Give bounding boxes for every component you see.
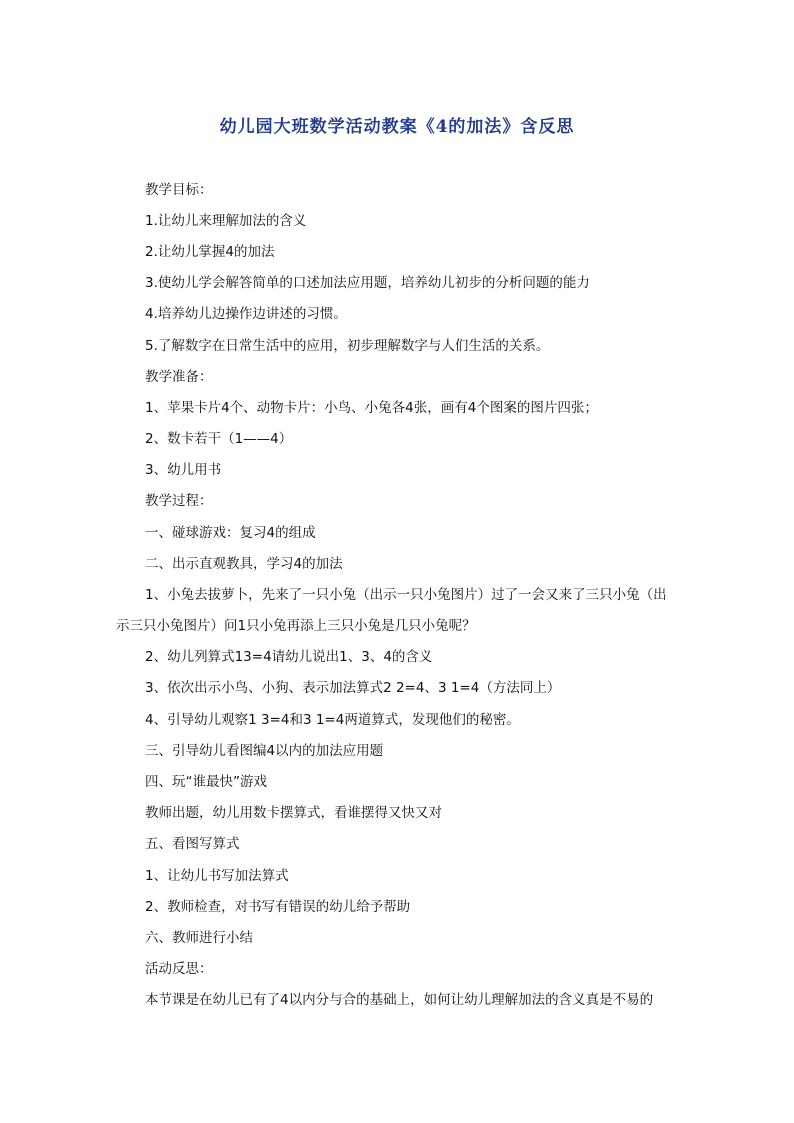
text-line: 2、幼儿列算式13=4请幼儿说出1、3、4的含义	[145, 649, 433, 665]
text-line: 4、引导幼儿观察1 3=4和3 1=4两道算式，发现他们的秘密。	[145, 712, 520, 728]
text-line: 三、引导幼儿看图编4以内的加法应用题	[145, 743, 384, 759]
text-line: 1、小兔去拔萝卜，先来了一只小兔（出示一只小兔图片）过了一会又来了三只小兔（出	[145, 587, 667, 603]
text-line: 1、苹果卡片4个、动物卡片：小鸟、小兔各4张，画有4个图案的图片四张；	[145, 400, 598, 416]
text-line: 3.使幼儿学会解答简单的口述加法应用题，培养幼儿初步的分析问题的能力	[145, 275, 590, 291]
text-line: 4.培养幼儿边操作边讲述的习惯。	[145, 306, 347, 322]
text-line: 2、教师检查，对书写有错误的幼儿给予帮助	[145, 899, 411, 915]
text-line: 四、玩“谁最快”游戏	[145, 774, 267, 790]
text-line: 教师出题，幼儿用数卡摆算式，看谁摆得又快又对	[145, 805, 442, 821]
text-line: 二、出示直观教具，学习4的加法	[145, 556, 343, 572]
text-line: 五、看图写算式	[145, 836, 240, 852]
text-line: 教学目标：	[145, 182, 213, 198]
text-line: 活动反思：	[145, 961, 213, 977]
text-line: 示三只小兔图片）问1只小兔再添上三只小兔是几只小兔呢？	[116, 618, 476, 634]
text-line: 5.了解数字在日常生活中的应用，初步理解数字与人们生活的关系。	[145, 338, 550, 354]
text-line: 1.让幼儿来理解加法的含义	[145, 213, 307, 229]
text-line: 教学准备：	[145, 369, 213, 385]
text-line: 六、教师进行小结	[145, 930, 253, 946]
text-line: 1、让幼儿书写加法算式	[145, 868, 289, 884]
text-line: 3、依次出示小鸟、小狗、表示加法算式2 2=4、3 1=4（方法同上）	[145, 680, 561, 696]
text-line: 一、碰球游戏：复习4的组成	[145, 525, 316, 541]
text-line: 3、幼儿用书	[145, 462, 222, 478]
document-title: 幼儿园大班数学活动教案《4的加法》含反思	[219, 117, 575, 137]
text-line: 本节课是在幼儿已有了4以内分与合的基础上，如何让幼儿理解加法的含义真是不易的	[145, 992, 654, 1008]
text-line: 教学过程：	[145, 493, 213, 509]
text-line: 2.让幼儿掌握4的加法	[145, 244, 275, 260]
text-line: 2、数卡若干（1——4）	[145, 431, 293, 447]
